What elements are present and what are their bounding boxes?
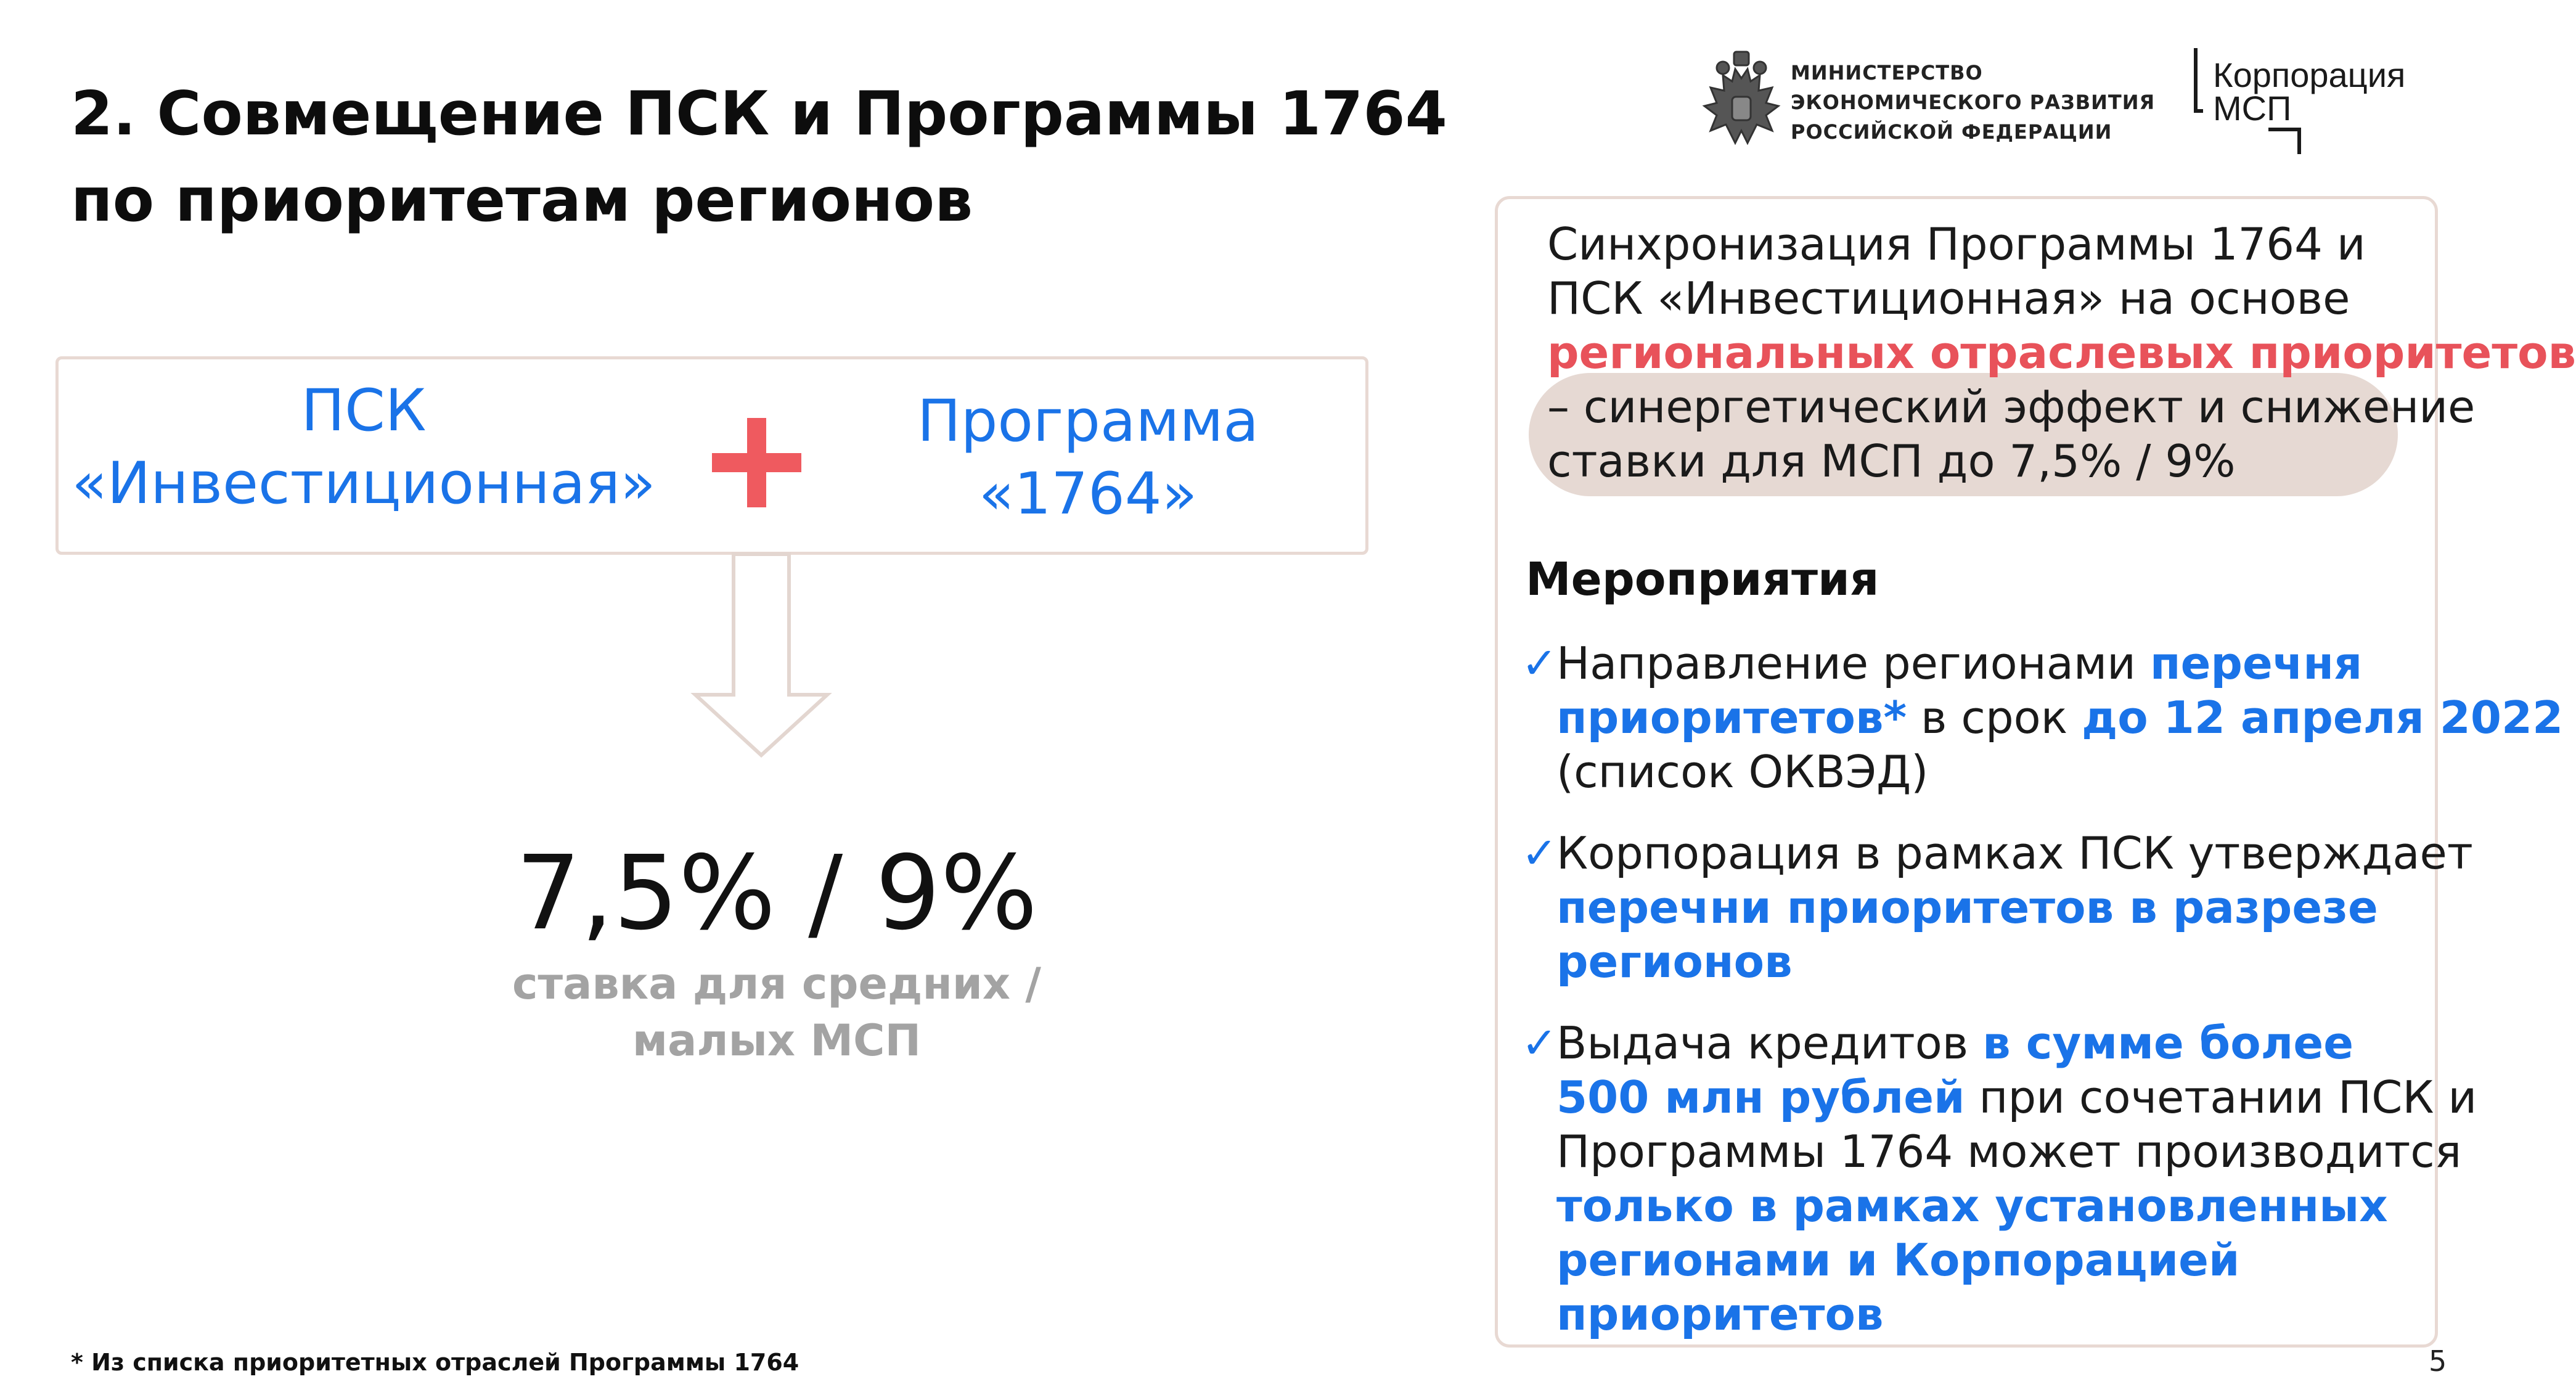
ministry-line-2: ЭКОНОМИЧЕСКОГО РАЗВИТИЯ [1791, 91, 2156, 114]
msp-logo-line-2: МСП [2213, 89, 2292, 128]
check-icon: ✓ [1521, 1018, 1558, 1068]
text-span: в срок [1907, 692, 2082, 743]
rate-caption-line-1: ставка для средних / [512, 959, 1041, 1009]
text-span: Выдача кредитов [1556, 1017, 1983, 1069]
rate-caption [481, 955, 1073, 1069]
program-label-line-1: Программа [917, 388, 1259, 455]
double-headed-eagle-emblem-icon [1704, 52, 1778, 143]
rate-caption-line-2: малых МСП [632, 1015, 922, 1066]
measures-heading: Мероприятия [1526, 553, 1879, 606]
measure-item-3 [1556, 1016, 2477, 1341]
msp-logo-line-1: Корпорация [2213, 55, 2406, 94]
sync-line-1: Синхронизация Программы 1764 и [1547, 218, 2366, 270]
psk-label [68, 375, 660, 520]
measure-3-line-4: только в рамках установленных [1556, 1180, 2388, 1232]
ministry-line-3: РОССИЙСКОЙ ФЕДЕРАЦИИ [1791, 120, 2112, 144]
sync-line-4: – синергетический эффект и снижение [1547, 381, 2476, 433]
emphasis-span: приоритетов* [1556, 692, 1907, 743]
footnote: * Из списка приоритетных отраслей Программы 1764 [71, 1349, 799, 1376]
text-span: Направление регионами [1556, 637, 2150, 689]
measure-3-line-1 [1556, 1016, 2477, 1070]
plus-icon [712, 418, 801, 507]
sync-highlight: региональных отраслевых приоритетов [1547, 327, 2576, 378]
page-number: 5 [2429, 1344, 2447, 1378]
slide-title [71, 71, 1550, 243]
measure-1-line-2 [1556, 690, 2563, 745]
program-label-line-2: «1764» [978, 460, 1198, 528]
emphasis-span: 500 млн рублей [1556, 1071, 1965, 1123]
measure-item-1 [1556, 636, 2563, 799]
measure-3-line-3: Программы 1764 может производится [1556, 1126, 2462, 1177]
text-span: при сочетании ПСК и [1965, 1071, 2477, 1123]
measure-3-line-5: регионами и Корпорацией [1556, 1234, 2240, 1286]
sync-line-2: ПСК «Инвестиционная» на основе [1547, 272, 2350, 324]
measure-item-2 [1556, 826, 2473, 989]
measure-2-line-2: перечни приоритетов в разрезе [1556, 882, 2378, 933]
msp-logo [2213, 55, 2406, 128]
sync-line-5: ставки для МСП до 7,5% / 9% [1547, 435, 2236, 487]
rate-value: 7,5% / 9% [515, 834, 1038, 953]
measure-2-line-3: регионов [1556, 936, 1793, 988]
title-line-2: по приоритетам регионов [71, 165, 973, 235]
title-line-1: 2. Совмещение ПСК и Программы 1764 [71, 79, 1447, 149]
sync-description [1547, 217, 2576, 488]
psk-label-line-2: «Инвестиционная» [72, 450, 656, 517]
check-icon: ✓ [1521, 638, 1558, 689]
emphasis-span: до 12 апреля 2022 [2082, 692, 2564, 743]
psk-label-line-1: ПСК [301, 377, 427, 444]
ministry-name [1791, 58, 2155, 147]
measure-1-line-3: (список ОКВЭД) [1556, 746, 1929, 798]
program-label [814, 385, 1362, 531]
measure-3-line-2 [1556, 1070, 2477, 1124]
measure-1-line-1 [1556, 636, 2563, 690]
measure-2-line-1: Корпорация в рамках ПСК утверждает [1556, 827, 2473, 879]
emphasis-span: в сумме более [1982, 1017, 2354, 1069]
measure-3-line-6: приоритетов [1556, 1288, 1884, 1340]
down-arrow-icon [690, 552, 832, 758]
ministry-line-1: МИНИСТЕРСТВО [1791, 61, 1983, 84]
emphasis-span: перечня [2149, 637, 2363, 689]
check-icon: ✓ [1521, 828, 1558, 878]
